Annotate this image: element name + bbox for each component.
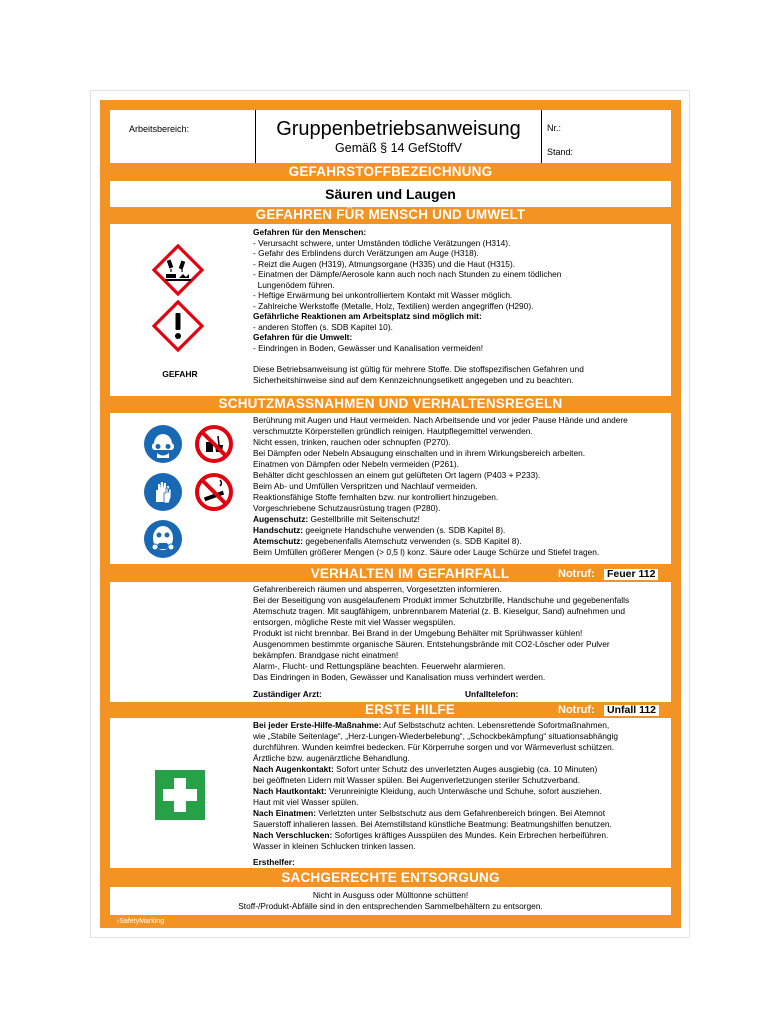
hand-protection-icon [143, 472, 183, 512]
first-aid-notruf-label: Notruf: [558, 704, 595, 716]
work-area-label: Arbeitsbereich: [129, 124, 190, 134]
emergency-line: Ausgenommen bestimmte organische Säuren. Entstehungsbrände mit CO2-Löscher oder Pulver [253, 639, 610, 649]
hazard-line: Gefährliche Reaktionen am Arbeitsplatz sind möglich mit: [253, 311, 482, 321]
validity-note-line: Diese Betriebsanweisung ist gültig für mehrere Stoffe. Die stoffspezifischen Gefahren und [253, 364, 584, 374]
protection-line: Nicht essen, trinken, rauchen oder schnupfen (P270). [253, 437, 451, 447]
hazard-line: - Gefahr des Erblindens durch Verätzungen am Auge (H318). [253, 248, 479, 258]
protection-line: Einatmen von Dämpfen oder Nebeln vermeiden (P261). [253, 459, 459, 469]
emergency-line: Produkt ist nicht brennbar. Bei Brand in der Umgebung Behälter mit Sprühwasser kühlen! [253, 628, 583, 638]
inhalation-line [253, 808, 605, 818]
first-aid-line: Sauerstoff inhalieren lassen. Bei Atemstillstand künstliche Beatmung: Beatmungshilfen benutzen. [253, 819, 612, 829]
first-aid-cross-icon [155, 770, 205, 820]
first-aid-general-line [253, 720, 609, 730]
brand-logo-mark: ‹ [117, 918, 120, 925]
emergency-line: bekämpfen. Brandgase nicht einatmen! [253, 650, 399, 660]
eye-contact-line [253, 764, 597, 774]
first-aid-general-text: Auf Selbstschutz achten. Lebensrettende Sofortmaßnahmen, [381, 720, 610, 730]
document-title: Gruppenbetriebsanweisung [276, 118, 521, 140]
first-aid-general-label: Bei jeder Erste-Hilfe-Maßnahme: [253, 720, 382, 730]
protection-line: Vorgeschriebene Schutzausrüstung tragen (P280). [253, 503, 441, 513]
corrosion-pictogram [152, 244, 204, 296]
breath-protection-line [253, 536, 522, 546]
hazard-line: - Einatmen der Dämpfe/Aerosole kann auch noch nach Stunden zu einem tödlichen [253, 269, 562, 279]
eye-protection-icon [143, 424, 183, 464]
protection-line: Beim Umfüllen größerer Mengen (> 0,5 l) konz. Säure oder Lauge Schürze und Stiefel tragen. [253, 547, 600, 557]
substance-name: Säuren und Laugen [325, 186, 456, 202]
disposal-box [110, 887, 671, 915]
protection-line: verschmutzte Körperstellen gründlich reinigen. Hautpflegemittel verwenden. [253, 426, 533, 436]
swallowing-text: Sofortiges kräftiges Ausspülen des Mundes. Kein Erbrechen herbeiführen. [332, 830, 609, 840]
hazard-line: Gefahren für die Umwelt: [253, 332, 353, 342]
eye-protection-line [253, 514, 420, 524]
hazard-line: - Reizt die Augen (H319), Atmungsorgane (H335) und die Haut (H315). [253, 258, 516, 269]
first-aider-label: Ersthelfer: [253, 857, 295, 867]
first-aid-line: Wasser in kleinen Schlucken trinken lassen. [253, 841, 416, 851]
hazard-line: - Verursacht schwere, unter Umständen tödliche Verätzungen (H314). [253, 237, 511, 248]
emergency-box [110, 582, 671, 702]
skin-contact-line [253, 786, 602, 796]
eye-contact-text: Sofort unter Schutz des unverletzten Auges ausgiebig (ca. 10 Minuten) [333, 764, 598, 774]
hazards-box [110, 224, 671, 396]
emergency-line: Atemschutz tragen. Mit saugfähigem, unbrennbarem Material (z. B. Kieselgur, Sand) aufnehmen und [253, 606, 625, 616]
breath-protection-text: gegebenenfalls Atemschutz verwenden (s. SDB Kapitel 8). [305, 536, 522, 546]
first-aid-line: wie „Stabile Seitenlage“, „Herz-Lungen-Wiederbelebung“, „Schockbekämpfung“ situationsabhängig [253, 731, 619, 741]
validity-note-line: Sicherheitshinweise sind auf dem Kennzeichnungsetikett angegeben und zu beachten. [253, 374, 574, 385]
hazard-line: Gefahren für den Menschen: [253, 227, 367, 237]
hazard-line: - Eindringen in Boden, Gewässer und Kanalisation vermeiden! [253, 342, 484, 353]
protection-line: Berührung mit Augen und Haut vermeiden. Nach Arbeitsende und vor jeder Pause Hände und andere [253, 415, 628, 425]
inhalation-text: Verletzten unter Selbstschutz aus dem Gefahrenbereich bringen. Bei Atemnot [316, 808, 606, 818]
hand-protection-line [253, 525, 505, 535]
emergency-line: Bei der Beseitigung von ausgelaufenem Produkt immer Schutzbrille, Handschuhe und gegebenenfalls [253, 595, 630, 605]
skin-contact-label: Nach Hautkontakt: [253, 786, 327, 796]
protection-line: Reaktionsfähige Stoffe fernhalten bzw. nur kontrolliert hinzugeben. [253, 492, 499, 502]
protection-line: Behälter dicht geschlossen an einem gut gelüfteten Ort lagern (P403 + P233). [253, 470, 541, 480]
swallowing-label: Nach Verschlucken: [253, 830, 333, 840]
disposal-line: Stoff-/Produkt-Abfälle sind in den entsprechenden Sammelbehältern zu entsorgen. [238, 901, 543, 911]
document-page [90, 90, 690, 938]
first-aid-box [110, 718, 671, 868]
first-aid-line: Haut mit viel Wasser spülen. [253, 797, 359, 807]
breath-protection-label: Atemschutz: [253, 536, 304, 546]
section-header-first-aid: ERSTE HILFE [365, 702, 455, 717]
signal-word: GEFAHR [162, 369, 198, 379]
emergency-notruf-label: Notruf: [558, 568, 595, 580]
document-subtitle: Gemäß § 14 GefStoffV [335, 141, 462, 155]
section-header-emergency: VERHALTEN IM GEFAHRFALL [310, 566, 510, 581]
emergency-line: Gefahrenbereich räumen und absperren, Vorgesetzten informieren. [253, 584, 502, 594]
section-header-hazard-designation: GEFAHRSTOFFBEZEICHNUNG [288, 164, 493, 179]
emergency-line: entsorgen, mögliche Reste mit viel Wasser wegspülen. [253, 617, 456, 627]
eye-contact-label: Nach Augenkontakt: [253, 764, 334, 774]
brand-logo [117, 917, 164, 926]
header-box [110, 110, 671, 163]
disposal-line: Nicht in Ausguss oder Mülltonne schütten! [312, 890, 469, 900]
exclamation-pictogram [152, 300, 204, 352]
first-aid-notruf-number: Unfall 112 [604, 705, 659, 716]
eye-protection-text: Gestellbrille mit Seitenschutz! [310, 514, 420, 524]
emergency-line: Das Eindringen in Boden, Gewässer und Kanalisation muss verhindert werden. [253, 672, 546, 682]
substance-box [110, 181, 671, 207]
emergency-notruf-number: Feuer 112 [604, 569, 658, 580]
accident-phone-label: Unfalltelefon: [465, 689, 519, 699]
hand-protection-label: Handschutz: [253, 525, 304, 535]
no-smoking-icon [194, 472, 234, 512]
section-header-protection: SCHUTZMASSNAHMEN UND VERHALTENSREGELN [218, 396, 563, 411]
swallowing-line [253, 830, 608, 840]
hazard-line: - Zahlreiche Werkstoffe (Metalle, Holz, Textilien) werden angegriffen (H290). [253, 300, 534, 311]
protection-box [110, 413, 671, 564]
instruction-sheet [100, 100, 681, 928]
protection-line: Beim Ab- und Umfüllen Verspritzen und Nachlauf vermeiden. [253, 481, 478, 491]
header-divider-right [541, 110, 542, 163]
inhalation-label: Nach Einatmen: [253, 808, 317, 818]
eye-protection-label: Augenschutz: [253, 514, 309, 524]
no-eating-drinking-icon [194, 424, 234, 464]
brand-name: SafetyMarking [119, 918, 165, 925]
doctor-label: Zuständiger Arzt: [253, 689, 322, 699]
emergency-line: Alarm-, Flucht- und Rettungspläne beachten. Feuerwehr alarmieren. [253, 661, 506, 671]
hand-protection-text: geeignete Handschuhe verwenden (s. SDB Kapitel 8). [305, 525, 506, 535]
respiratory-protection-icon [143, 519, 183, 559]
hazard-line: - anderen Stoffen (s. SDB Kapitel 10). [253, 321, 393, 332]
section-header-hazards: GEFAHREN FÜR MENSCH UND UMWELT [255, 207, 526, 222]
stand-label: Stand: [547, 147, 574, 157]
first-aid-line: bei geöffneten Lidern mit Wasser spülen. Bei Augenverletzungen steriler Schutzverband. [253, 775, 580, 785]
hazard-line: - Heftige Erwärmung bei unkontrolliertem Kontakt mit Wasser möglich. [253, 290, 513, 300]
first-aid-line: durchführen. Wunden keimfrei bedecken. Für Körperruhe sorgen und vor Wärmeverlust schützen. [253, 742, 615, 752]
hazard-line: Lungenödem führen. [253, 279, 335, 290]
first-aid-line: Ärztliche bzw. augenärztliche Behandlung. [253, 753, 410, 763]
section-header-disposal: SACHGERECHTE ENTSORGUNG [281, 870, 500, 885]
nr-label: Nr.: [547, 123, 562, 133]
skin-contact-text: Verunreinigte Kleidung, auch Unterwäsche und Schuhe, sofort ausziehen. [326, 786, 602, 796]
protection-line: Bei Dämpfen oder Nebeln Absaugung einschalten und in ihrem Wirkungsbereich arbeiten. [253, 448, 586, 458]
